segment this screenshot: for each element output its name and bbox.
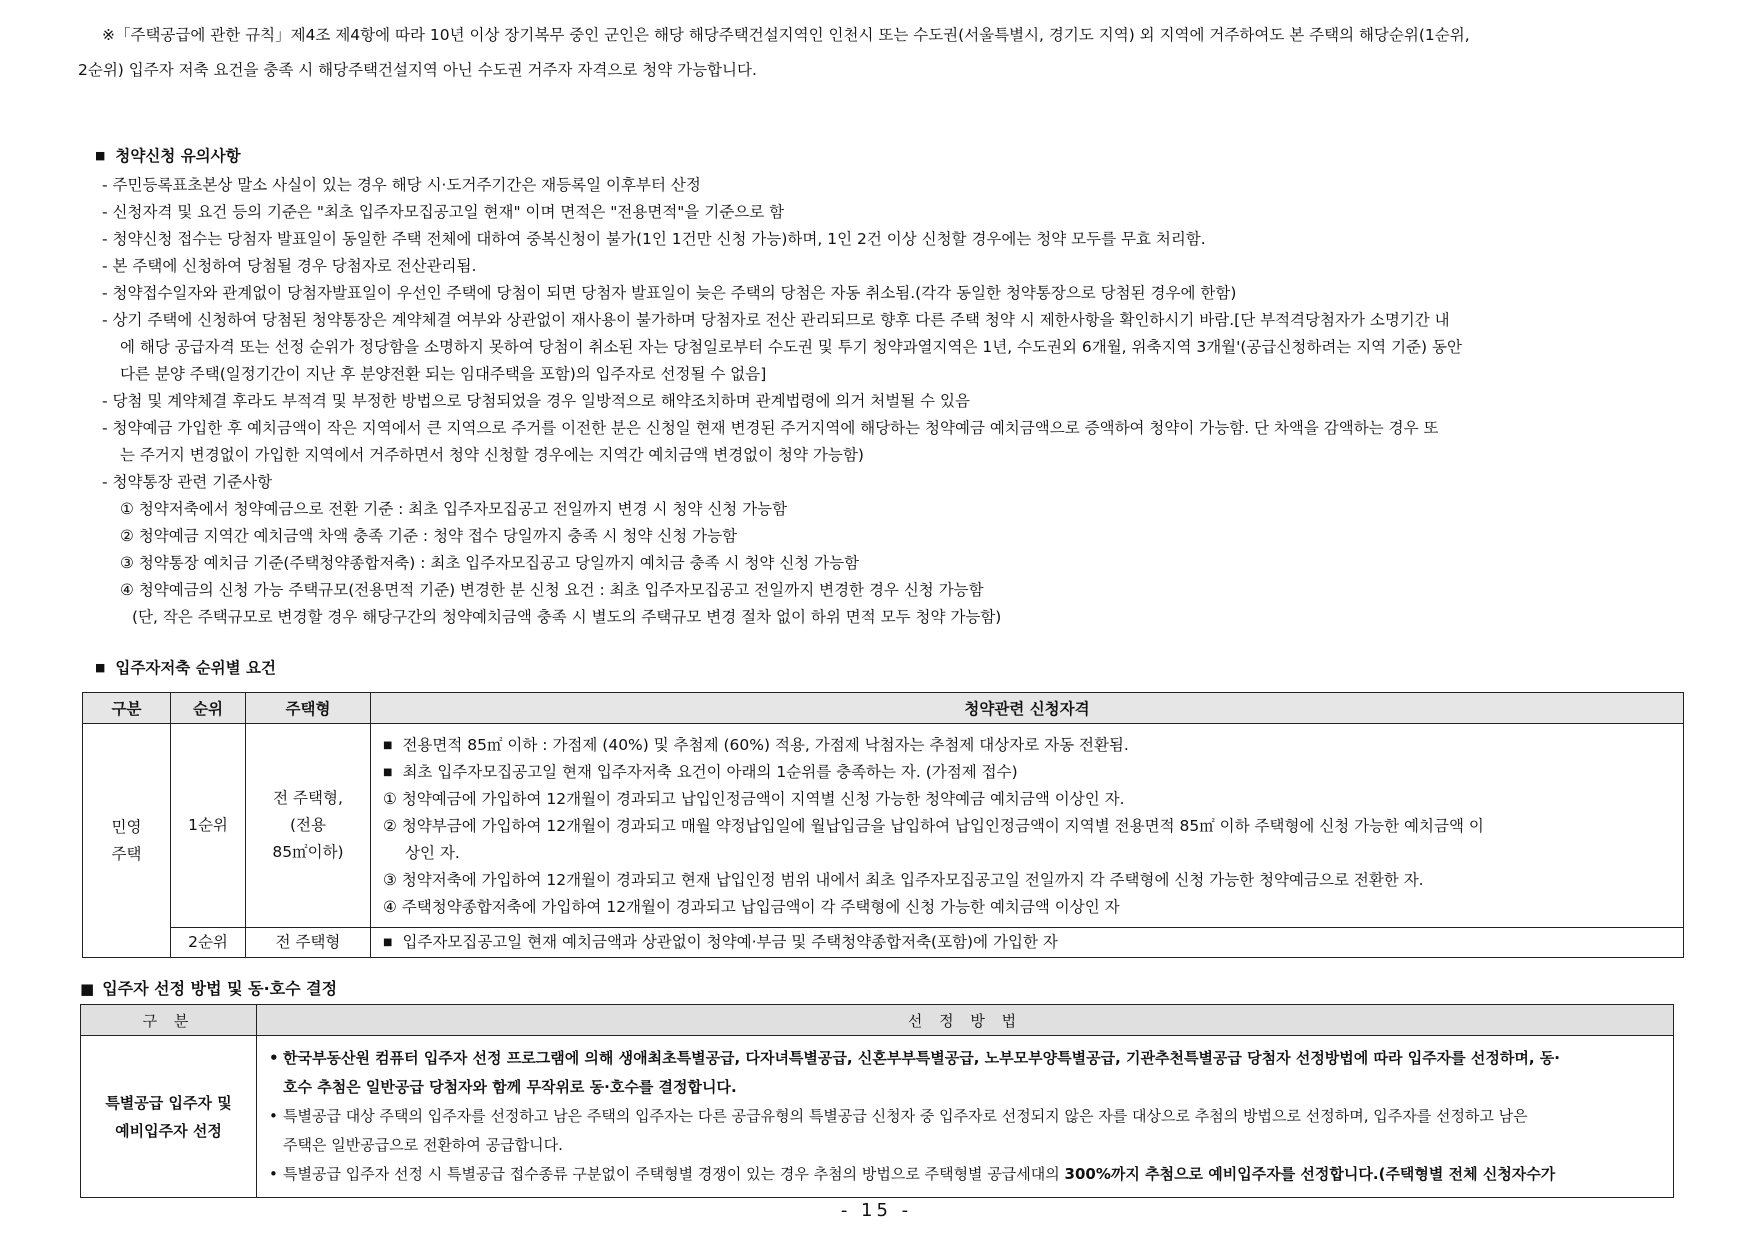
list-item: ① 청약예금에 가입하여 12개월이 경과되고 납입인정금액이 지역별 신청 가능한 청약예금 예치금액 이상인 자.	[383, 790, 1125, 808]
list-item: - 주민등록표초본상 말소 사실이 있는 경우 해당 시·도거주기간은 재등록일 이후부터 산정	[102, 176, 701, 194]
list-item: 에 해당 공급자격 또는 선정 순위가 정당함을 소명하지 못하여 당첨이 취소된 자는 당첨일로부터 수도권 및 투기 청약과열지역은 1년, 수도권외 6개월, 위축지역 3개월'(공급신청하려는 지역 기준) 동안	[120, 338, 1462, 356]
square-bullet-icon: ■	[95, 149, 106, 162]
list-item: • 특별공급 대상 주택의 입주자를 선정하고 남은 주택의 입주자는 다른 공급유형의 특별공급 신청자 중 입주자로 선정되지 않은 자를 대상으로 추첨의 방법으로 선정하며, 입주자를 선정하고 남은	[269, 1102, 1659, 1131]
list-item: (단, 작은 주택규모로 변경할 경우 해당구간의 청약예치금액 충족 시 별도의 주택규모 변경 절차 없이 하위 면적 모두 청약 가능함)	[132, 608, 1002, 626]
list-item: - 당첨 및 계약체결 후라도 부적격 및 부정한 방법으로 당첨되었을 경우 일방적으로 해약조치하며 관계법령에 의거 처벌될 수 있음	[102, 392, 970, 410]
column-header: 청약관련 신청자격	[371, 693, 1684, 724]
list-item: ■ 최초 입주자모집공고일 현재 입주자저축 요건이 아래의 1순위를 충족하는 자. (가점제 접수)	[383, 763, 1018, 781]
page-number: - 15 -	[840, 1200, 913, 1221]
table-header-row	[83, 693, 1684, 724]
table-row	[81, 1036, 1674, 1198]
bullet-icon: •	[269, 1107, 278, 1125]
list-item: ④ 청약예금의 신청 가능 주택규모(전용면적 기준) 변경한 분 신청 요건 : 최초 입주자모집공고 전일까지 변경한 경우 신청 가능함	[120, 581, 984, 599]
column-header: 순위	[171, 693, 246, 724]
application-notes-list	[102, 172, 1692, 631]
note-line: 2순위) 입주자 저축 요건을 충족 시 해당주택건설지역 아닌 수도권 거주자 자격으로 청약 가능합니다.	[78, 61, 757, 79]
bullet-icon: •	[269, 1049, 279, 1067]
list-item: - 신청자격 및 요건 등의 기준은 "최초 입주자모집공고일 현재" 이며 면적은 "전용면적"을 기준으로 함	[102, 203, 785, 221]
square-bullet-icon: ■	[383, 740, 393, 751]
category-cell: 민영 주택	[83, 724, 171, 958]
square-bullet-icon: ■	[383, 767, 393, 778]
list-item: 상인 자.	[405, 844, 460, 862]
square-bullet-icon: ■	[80, 980, 95, 998]
list-item: ② 청약예금 지역간 예치금액 차액 충족 기준 : 청약 접수 당일까지 충족 시 청약 신청 가능함	[120, 527, 738, 545]
list-item: ③ 청약저축에 가입하여 12개월이 경과되고 현재 납입인정 범위 내에서 최초 입주자모집공고일 전일까지 각 주택형에 신청 가능한 청약예금으로 전환한 자.	[383, 871, 1424, 889]
list-item: 다른 분양 주택(일정기간이 지난 후 분양전환 되는 임대주택을 포함)의 입주자로 선정될 수 없음]	[120, 365, 767, 383]
list-item: - 청약접수일자와 관계없이 당첨자발표일이 우선인 주택에 당첨이 되면 당첨자 발표일이 늦은 주택의 당첨은 자동 취소됨.(각각 동일한 청약통장으로 당첨된 경우에 한함)	[102, 284, 1237, 302]
housing-type-cell: 전 주택형, (전용 85㎡이하)	[246, 724, 371, 928]
housing-type-cell: 전 주택형	[246, 928, 371, 958]
section-title-selection-method: ■ 입주자 선정 방법 및 동·호수 결정	[80, 979, 338, 998]
table-row	[83, 724, 1684, 928]
list-item: ■ 전용면적 85㎡ 이하 : 가점제 (40%) 및 추첨제 (60%) 적용, 가점제 낙첨자는 추첨제 대상자로 자동 전환됨.	[383, 736, 1129, 754]
square-bullet-icon: ■	[95, 661, 106, 674]
selection-method-table	[80, 1004, 1674, 1198]
table-row	[83, 928, 1684, 958]
column-header: 구 분	[81, 1005, 257, 1036]
list-item: • 한국부동산원 컴퓨터 입주자 선정 프로그램에 의해 생애최초특별공급, 다자녀특별공급, 신혼부부특별공급, 노부모부양특별공급, 기관추천특별공급 당첨자 선정방법에 따라 입주자를 선정하며, 동·	[269, 1044, 1659, 1073]
list-item: - 본 주택에 신청하여 당첨될 경우 당첨자로 전산관리됨.	[102, 257, 477, 275]
method-cell	[257, 1036, 1674, 1198]
column-header: 주택형	[246, 693, 371, 724]
list-item: - 청약예금 가입한 후 예치금액이 작은 지역에서 큰 지역으로 주거를 이전한 분은 신청일 현재 변경된 주거지역에 해당하는 청약예금 예치금액으로 증액하여 청약이 가능함. 단 차액을 감액하는 경우 또	[102, 419, 1439, 437]
rank-cell: 1순위	[171, 724, 246, 928]
military-note	[78, 18, 1688, 88]
list-item: 는 주거지 변경없이 가입한 지역에서 거주하면서 청약 신청할 경우에는 지역간 예치금액 변경없이 청약 가능함)	[120, 446, 864, 464]
savings-rank-table	[82, 692, 1684, 958]
bullet-icon: •	[269, 1165, 278, 1183]
section-title-application-notes: ■ 청약신청 유의사항	[95, 147, 241, 165]
list-item: ③ 청약통장 예치금 기준(주택청약종합저축) : 최초 입주자모집공고 당일까지 예치금 충족 시 청약 신청 가능함	[120, 554, 860, 572]
list-item: - 상기 주택에 신청하여 당첨된 청약통장은 계약체결 여부와 상관없이 재사용이 불가하며 당첨자로 전산 관리되므로 향후 다른 주택 청약 시 제한사항을 확인하시기 바람.[단 부적격당첨자가 소명기간 내	[102, 311, 1450, 329]
qualification-cell	[371, 724, 1684, 928]
table-header-row	[81, 1005, 1674, 1036]
section-title-savings-rank: ■ 입주자저축 순위별 요건	[95, 659, 276, 677]
rank-cell: 2순위	[171, 928, 246, 958]
list-item: • 특별공급 입주자 선정 시 특별공급 접수종류 구분없이 주택형별 경쟁이 있는 경우 추첨의 방법으로 주택형별 공급세대의 300%까지 추첨으로 예비입주자를 선정합니다.(주택형별 전체 신청자수가	[269, 1160, 1659, 1189]
square-bullet-icon: ■	[383, 937, 393, 948]
list-item: 호수 추첨은 일반공급 당첨자와 함께 무작위로 동·호수를 결정합니다.	[283, 1078, 737, 1096]
note-line: ※「주택공급에 관한 규칙」제4조 제4항에 따라 10년 이상 장기복무 중인 군인은 해당 해당주택건설지역인 인천시 또는 수도권(서울특별시, 경기도 지역) 외 지역에 거주하여도 본 주택의 해당순위(1순위,	[102, 26, 1470, 44]
list-item: - 청약통장 관련 기준사항	[102, 473, 273, 491]
qualification-cell: ■ 입주자모집공고일 현재 예치금액과 상관없이 청약예·부금 및 주택청약종합저축(포함)에 가입한 자	[371, 928, 1684, 958]
list-item: - 청약신청 접수는 당첨자 발표일이 동일한 주택 전체에 대하여 중복신청이 불가(1인 1건만 신청 가능)하며, 1인 2건 이상 신청할 경우에는 청약 모두를 무효 처리함.	[102, 230, 1206, 248]
list-item: ② 청약부금에 가입하여 12개월이 경과되고 매월 약정납입일에 월납입금을 납입하여 납입인정금액이 지역별 전용면적 85㎡ 이하 주택형에 신청 가능한 예치금액 이	[383, 817, 1484, 835]
category-cell: 특별공급 입주자 및 예비입주자 선정	[81, 1036, 257, 1198]
list-item: ① 청약저축에서 청약예금으로 전환 기준 : 최초 입주자모집공고 전일까지 변경 시 청약 신청 가능함	[120, 500, 788, 518]
list-item: 주택은 일반공급으로 전환하여 공급합니다.	[283, 1136, 563, 1154]
column-header: 선 정 방 법	[257, 1005, 1674, 1036]
column-header: 구분	[83, 693, 171, 724]
list-item: ④ 주택청약종합저축에 가입하여 12개월이 경과되고 납입금액이 각 주택형에 신청 가능한 예치금액 이상인 자	[383, 898, 1120, 916]
